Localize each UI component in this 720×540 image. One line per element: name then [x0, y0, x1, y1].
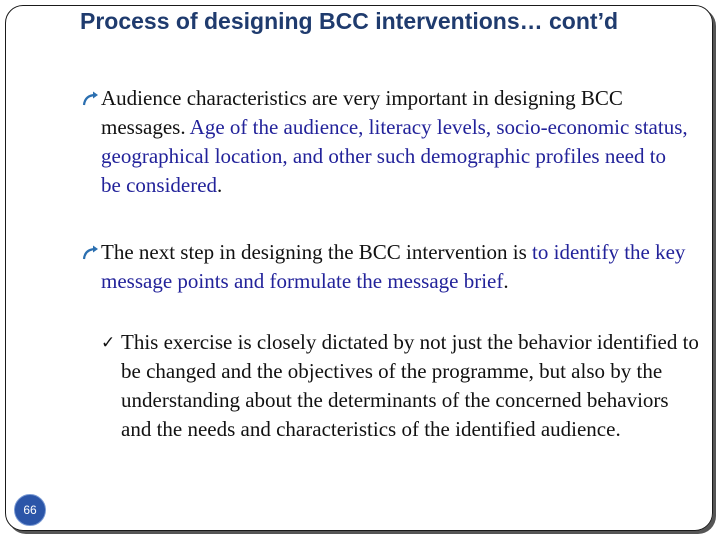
- bullet-text-highlight: to identify the key message points and formulate the message brief: [101, 240, 686, 293]
- page-number-badge: [14, 494, 46, 526]
- curved-arrow-bullet-icon: [82, 244, 100, 262]
- bullet-audience-characteristics: [80, 84, 690, 200]
- curved-arrow-bullet-icon: [82, 90, 100, 108]
- bullet-next-step: [80, 238, 690, 296]
- bullet-text-end: .: [503, 269, 509, 293]
- bullet-text-highlight: Age of the audience, literacy levels, socio-economic status, geographical location, and other such demographic profiles need to be considered: [101, 115, 688, 197]
- slide-title: Process of designing BCC interventions… cont’d: [80, 8, 619, 34]
- sub-bullet-exercise: [100, 328, 700, 444]
- sub-bullet-text: This exercise is closely dictated by not just the behavior identified to be changed and the objectives of the programme, but also by the understanding about the determinants of the concerned behaviors and the needs and characteristics of the identified audience.: [121, 330, 699, 441]
- bullet-text-end: .: [217, 173, 223, 197]
- page-number: 66: [23, 503, 37, 517]
- bullet-text-plain: Audience characteristics are very important in designing BCC messages.: [101, 86, 623, 139]
- bullet-text-plain: The next step in designing the BCC intervention is: [101, 240, 533, 264]
- check-mark-icon: ✓: [101, 333, 116, 352]
